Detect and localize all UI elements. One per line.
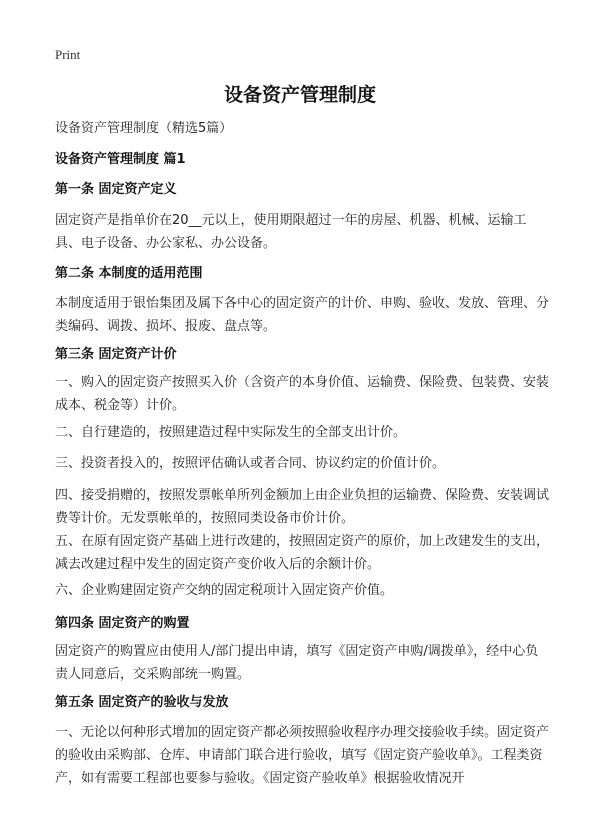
article-3-item-3: 三、投资者投入的，按照评估确认或者合同、协议约定的价值计价。 [55, 456, 446, 471]
article-2-heading: 第二条 本制度的适用范围 [55, 266, 203, 281]
print-label: Print [55, 47, 81, 62]
document-subtitle: 设备资产管理制度（精选5篇） [55, 121, 233, 136]
article-3-item-1: 一、购入的固定资产按照买入价（含资产的本身价值、运输费、保险费、包装费、安装成本、税金等）计价。 [55, 375, 550, 413]
article-2-text: 本制度适用于银怡集团及属下各中心的固定资产的计价、申购、验收、发放、管理、分类编码、调拨、损坏、报废、盘点等。 [55, 296, 550, 334]
article-4-text: 固定资产的购置应由使用人/部门提出申请，填写《固定资产申购/调拨单》，经中心负责人同意后，交采购部统一购置。 [55, 644, 539, 682]
article-3-item-6: 六、企业购建固定资产交纳的固定税项计入固定资产价值。 [55, 583, 394, 598]
article-3-heading: 第三条 固定资产计价 [55, 347, 177, 362]
article-1-text: 固定资产是指单价在20__元以上，使用期限超过一年的房屋、机器、机械、运输工具、电子设备、办公家私、办公设备。 [55, 213, 527, 251]
article-4-heading: 第四条 固定资产的购置 [55, 616, 190, 631]
article-3-item-2: 二、自行建造的，按照建造过程中实际发生的全部支出计价。 [55, 425, 407, 440]
article-5-text: 一、无论以何种形式增加的固定资产都必须按照验收程序办理交接验收手续。固定资产的验收由采购部、仓库、申请部门联合进行验收，填写《固定资产验收单》。工程类资产，如有需要工程部也要参与验收。《固定资产验收单》根据验收情况开 [55, 725, 550, 786]
article-3-item-5: 五、在原有固定资产基础上进行改建的，按照固定资产的原价，加上改建发生的支出，减去改建过程中发生的固定资产变价收入后的余额计价。 [55, 534, 550, 572]
article-3-item-4: 四、接受捐赠的，按照发票帐单所列金额加上由企业负担的运输费、保险费、安装调试费等计价。无发票帐单的，按照同类设备市价计价。 [55, 488, 550, 526]
article-5-heading: 第五条 固定资产的验收与发放 [55, 695, 229, 710]
section-title: 设备资产管理制度 篇1 [55, 152, 186, 167]
document-title: 设备资产管理制度 [223, 84, 376, 106]
article-1-heading: 第一条 固定资产定义 [55, 182, 177, 197]
